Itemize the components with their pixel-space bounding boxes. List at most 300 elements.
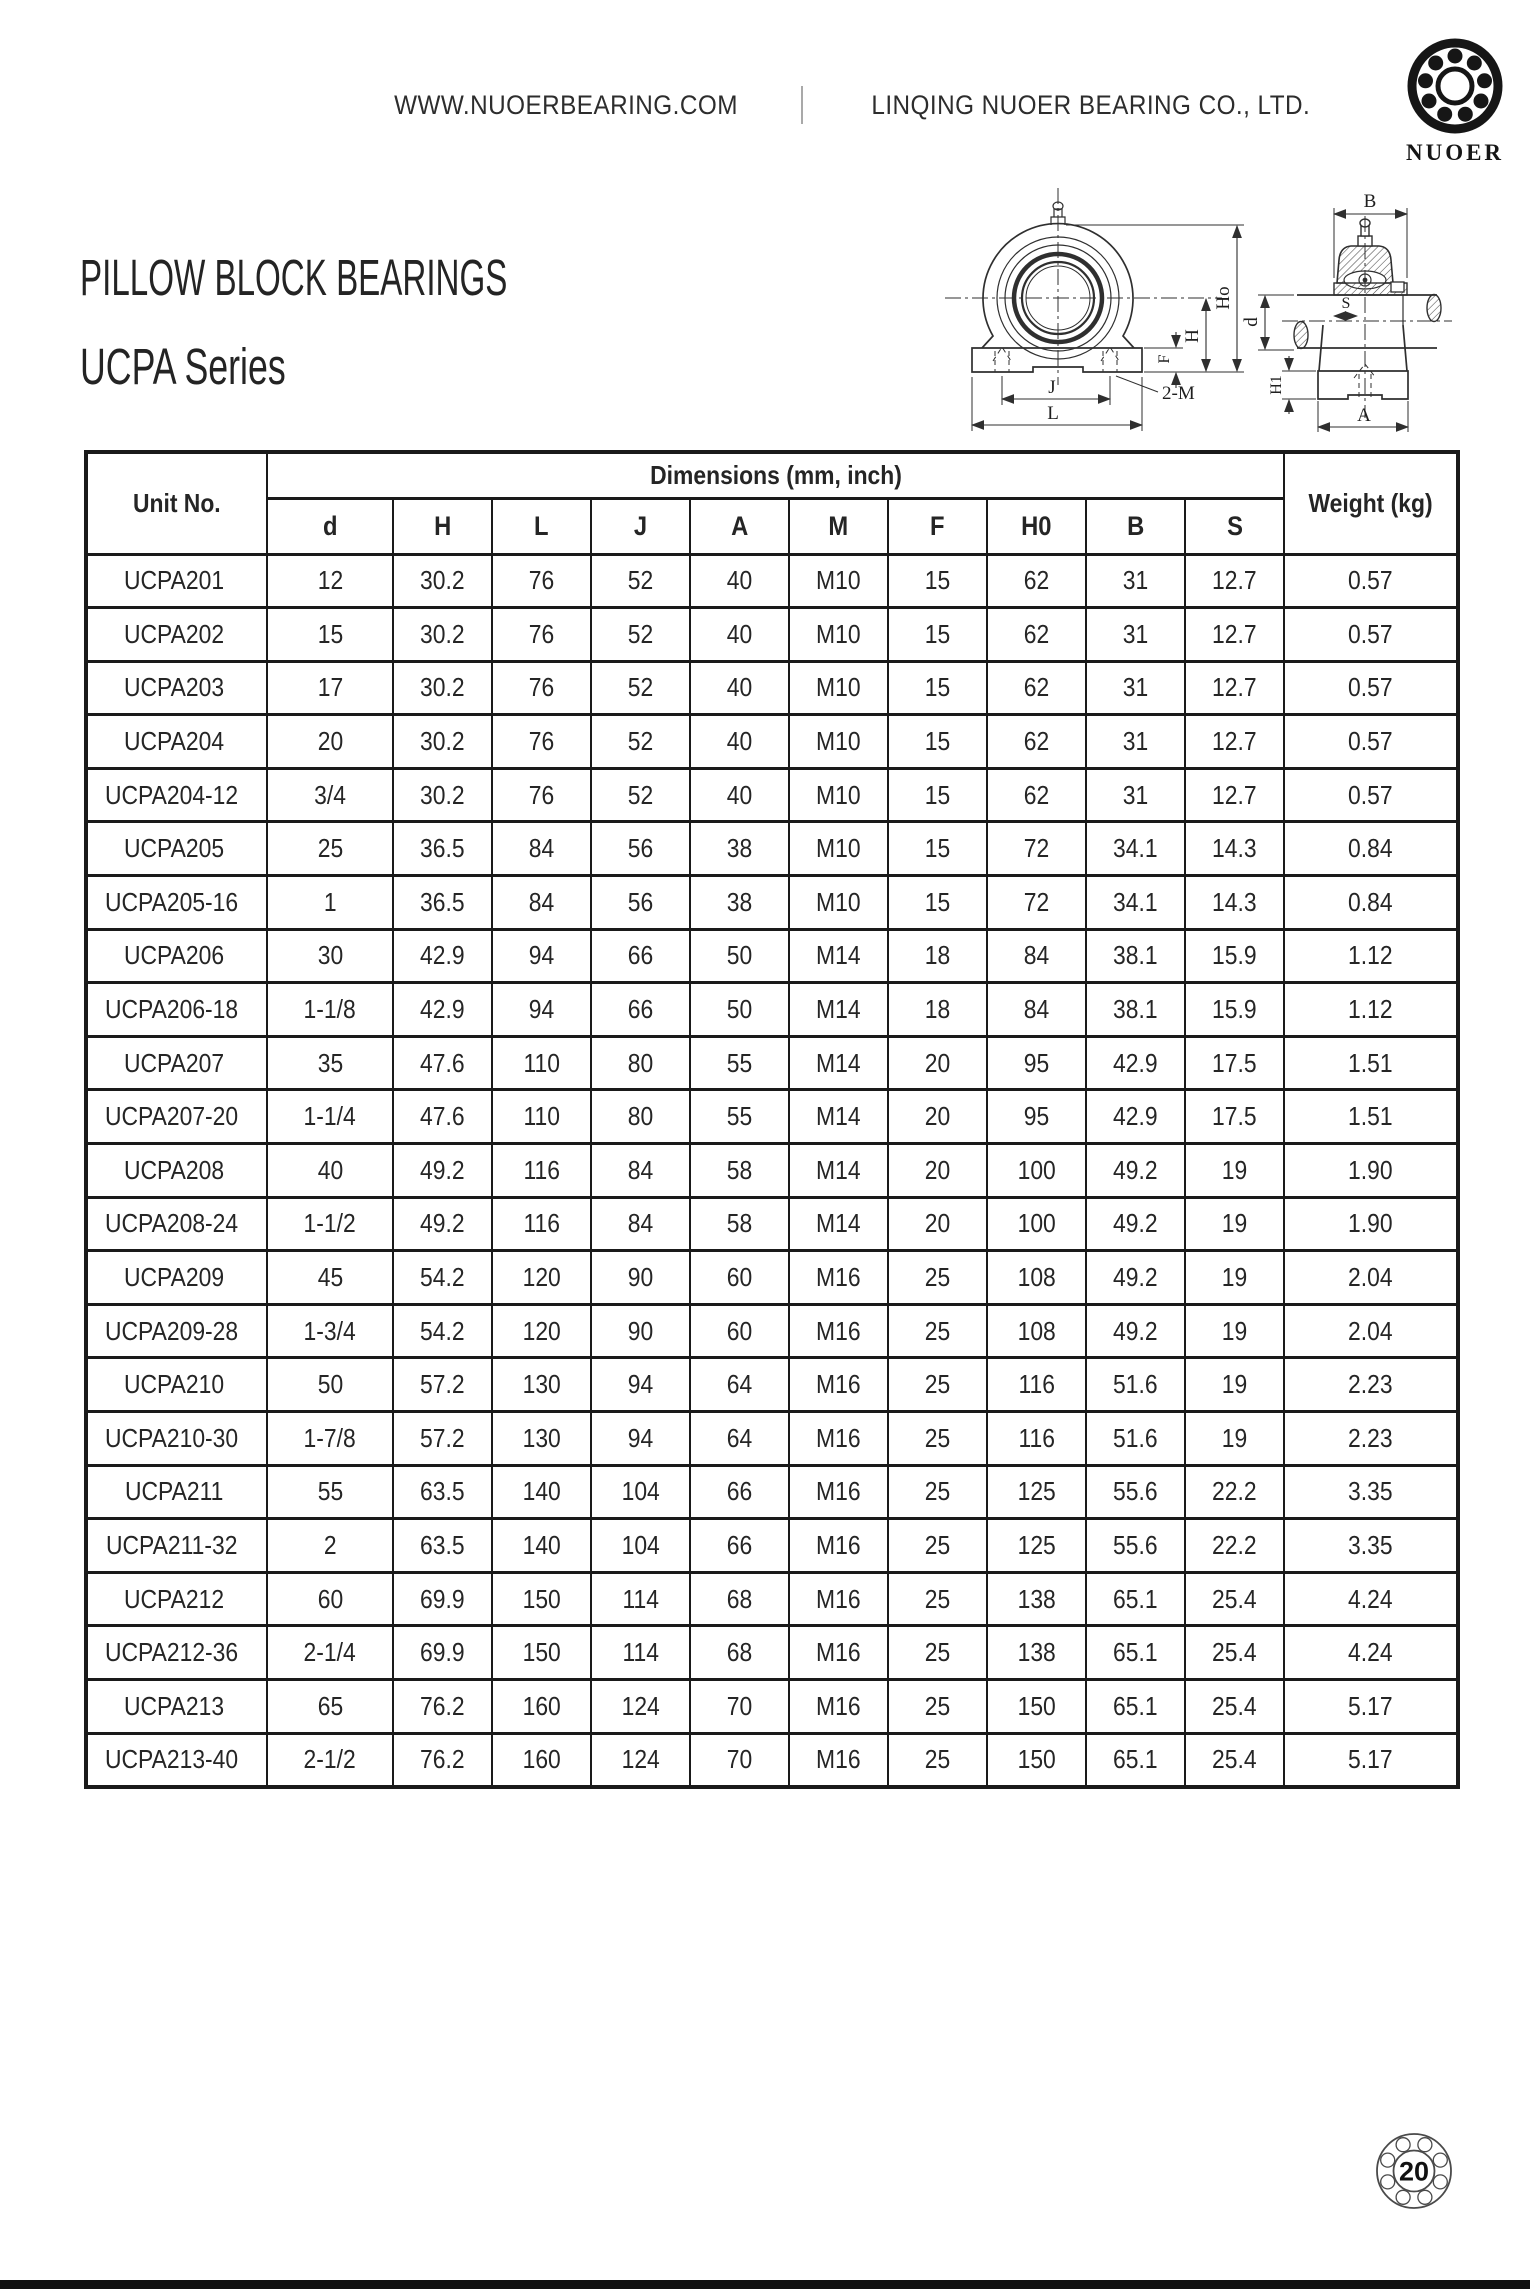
dim-cell <box>987 608 1086 662</box>
dim-cell <box>987 1733 1086 1787</box>
dim-cell <box>888 983 987 1037</box>
unit-cell <box>86 983 267 1037</box>
dim-value: 72 <box>1023 886 1050 917</box>
dim-cell <box>393 768 492 822</box>
dim-value: 47.6 <box>420 1101 465 1132</box>
dim-cell <box>492 715 591 769</box>
dim-cell <box>591 1519 690 1573</box>
dim-cell <box>987 1197 1086 1251</box>
dim-cell <box>690 1197 789 1251</box>
dim-value: 84 <box>528 886 555 917</box>
dim-value: 140 <box>522 1476 561 1507</box>
dim-label-ho: Ho <box>1213 286 1234 310</box>
dim-cell <box>267 876 393 930</box>
dim-value: M16 <box>816 1583 861 1614</box>
dim-cell <box>987 929 1086 983</box>
dim-cell <box>690 1251 789 1305</box>
dim-value: 65.1 <box>1113 1744 1158 1775</box>
dim-value: 116 <box>1018 1422 1055 1453</box>
unit-cell <box>86 1251 267 1305</box>
dim-cell <box>591 554 690 608</box>
dim-value: 94 <box>528 994 555 1025</box>
dim-value: 20 <box>924 1101 951 1132</box>
dim-cell <box>1185 822 1284 876</box>
dim-value: 51.6 <box>1113 1422 1158 1453</box>
dim-cell <box>267 1251 393 1305</box>
dim-cell <box>1086 1679 1185 1733</box>
unit-cell <box>86 1358 267 1412</box>
dim-value: 58 <box>726 1208 753 1239</box>
weight-value: 2.23 <box>1348 1369 1393 1400</box>
dim-value: 76 <box>528 565 555 596</box>
table-row <box>86 554 1458 608</box>
dim-value: 12.7 <box>1212 779 1257 810</box>
dim-cell <box>1185 1465 1284 1519</box>
unit-cell <box>86 661 267 715</box>
dim-value: M14 <box>816 1154 861 1185</box>
dim-cell <box>690 1144 789 1198</box>
dim-col-header: L <box>492 498 591 554</box>
dim-value: 30.2 <box>420 726 465 757</box>
dim-cell <box>789 929 888 983</box>
dim-value: 65.1 <box>1113 1583 1158 1614</box>
dim-col-header: M <box>789 498 888 554</box>
dim-value: 52 <box>627 779 654 810</box>
dim-cell <box>492 608 591 662</box>
dim-cell <box>888 1465 987 1519</box>
dim-cell <box>591 929 690 983</box>
dim-cell <box>888 1519 987 1573</box>
table-head <box>86 452 1458 554</box>
dim-value: 25.4 <box>1212 1583 1257 1614</box>
dim-cell <box>888 929 987 983</box>
dim-cell <box>789 1465 888 1519</box>
dim-cell <box>888 1090 987 1144</box>
dim-cell <box>888 715 987 769</box>
dim-cell <box>591 1358 690 1412</box>
dim-value: 34.1 <box>1113 833 1158 864</box>
dim-value: 25 <box>924 1422 951 1453</box>
unit-cell <box>86 1036 267 1090</box>
dim-cell <box>789 1519 888 1573</box>
unit-no: UCPA212-36 <box>104 1637 238 1668</box>
dim-cell <box>591 715 690 769</box>
dim-value: M10 <box>816 833 861 864</box>
dim-value: 15 <box>924 779 951 810</box>
dim-value: 12.7 <box>1212 672 1257 703</box>
dim-value: 50 <box>726 994 753 1025</box>
dim-cell <box>987 1036 1086 1090</box>
dim-cell <box>690 983 789 1037</box>
unit-cell <box>86 1572 267 1626</box>
dim-cell <box>591 768 690 822</box>
dim-cell <box>267 1519 393 1573</box>
dim-cell <box>1185 1358 1284 1412</box>
table-row <box>86 1251 1458 1305</box>
table-row <box>86 929 1458 983</box>
dim-cell <box>1086 661 1185 715</box>
dim-cell <box>267 1197 393 1251</box>
dim-cell <box>591 1251 690 1305</box>
dim-cell <box>987 1572 1086 1626</box>
dim-cell <box>492 929 591 983</box>
dim-cell <box>393 876 492 930</box>
dim-cell <box>987 1519 1086 1573</box>
dim-cell <box>987 876 1086 930</box>
dim-value: 42.9 <box>420 994 465 1025</box>
dim-cell <box>789 1679 888 1733</box>
weight-value: 1.12 <box>1348 994 1393 1025</box>
dim-cell <box>888 1144 987 1198</box>
dim-cell <box>1086 1519 1185 1573</box>
dim-cell <box>789 1036 888 1090</box>
dim-cell <box>690 876 789 930</box>
dim-value: 19 <box>1221 1422 1248 1453</box>
dim-cell <box>393 822 492 876</box>
dim-value: 15 <box>924 833 951 864</box>
dim-value: 55.6 <box>1113 1476 1158 1507</box>
dim-value: 31 <box>1122 726 1149 757</box>
dim-value: 58 <box>726 1154 753 1185</box>
dim-cell <box>492 822 591 876</box>
dim-cell <box>690 1733 789 1787</box>
dim-value: 56 <box>627 833 654 864</box>
dim-value: M16 <box>816 1529 861 1560</box>
weight-cell <box>1284 1412 1458 1466</box>
dim-value: 40 <box>726 779 753 810</box>
unit-no: UCPA211-32 <box>105 1529 238 1560</box>
weight-value: 0.57 <box>1348 565 1393 596</box>
dim-value: 45 <box>317 1262 343 1293</box>
dim-cell <box>492 1733 591 1787</box>
dim-cell <box>267 554 393 608</box>
dim-cell <box>789 1572 888 1626</box>
dim-cell <box>267 1090 393 1144</box>
dim-value: 49.2 <box>1113 1315 1158 1346</box>
dim-value: 25 <box>924 1476 951 1507</box>
dim-label-a: A <box>1357 405 1371 426</box>
dim-value: 19 <box>1221 1262 1248 1293</box>
dim-value: 76 <box>528 618 555 649</box>
dim-col-header: F <box>888 498 987 554</box>
dim-value: 12.7 <box>1212 618 1257 649</box>
dim-value: 60 <box>726 1315 753 1346</box>
dim-cell <box>1185 1197 1284 1251</box>
weight-cell <box>1284 1358 1458 1412</box>
weight-value: 1.51 <box>1348 1101 1393 1132</box>
table-row <box>86 1519 1458 1573</box>
dim-cell <box>393 1572 492 1626</box>
dim-cell <box>1185 1626 1284 1680</box>
dim-cell <box>1185 661 1284 715</box>
table-row <box>86 1465 1458 1519</box>
dim-value: 55.6 <box>1113 1529 1158 1560</box>
company-logo <box>1393 34 1517 166</box>
dim-label-b: B <box>1363 191 1377 212</box>
dim-value: 38.1 <box>1113 994 1158 1025</box>
dim-cell <box>267 1358 393 1412</box>
unit-cell <box>86 1412 267 1466</box>
dim-value: 138 <box>1017 1637 1056 1668</box>
dim-cell <box>987 1251 1086 1305</box>
unit-no: UCPA212 <box>123 1583 224 1614</box>
dim-cell <box>888 1679 987 1733</box>
header-bar <box>240 86 1470 124</box>
dim-cell <box>267 822 393 876</box>
weight-cell <box>1284 715 1458 769</box>
dim-cell <box>1086 1197 1185 1251</box>
dim-value: 18 <box>924 994 951 1025</box>
dim-value: 130 <box>522 1422 561 1453</box>
weight-cell <box>1284 608 1458 662</box>
dim-value: 30 <box>317 940 343 971</box>
dim-cell <box>1086 822 1185 876</box>
dim-cell <box>987 1304 1086 1358</box>
dim-value: 25 <box>924 1690 951 1721</box>
dim-cell <box>888 1412 987 1466</box>
dim-cell <box>267 1144 393 1198</box>
dim-cell <box>393 1090 492 1144</box>
dim-cell <box>987 1679 1086 1733</box>
dim-col-header: S <box>1185 498 1284 554</box>
bearing-logo-icon <box>1405 34 1505 138</box>
dim-cell <box>591 876 690 930</box>
unit-cell <box>86 929 267 983</box>
dim-cell <box>888 608 987 662</box>
dim-cell <box>267 715 393 769</box>
dim-value: 76 <box>528 672 555 703</box>
table-row <box>86 768 1458 822</box>
dim-value: M10 <box>816 565 861 596</box>
dim-cell <box>492 554 591 608</box>
dim-cell <box>987 983 1086 1037</box>
dim-cell <box>987 1465 1086 1519</box>
dim-cell <box>267 1412 393 1466</box>
dim-value: 84 <box>1023 994 1050 1025</box>
dim-value: 100 <box>1017 1208 1056 1239</box>
table-row <box>86 608 1458 662</box>
dim-cell <box>393 1465 492 1519</box>
dim-value: 12.7 <box>1212 726 1257 757</box>
dim-cell <box>1086 1304 1185 1358</box>
table-row <box>86 1090 1458 1144</box>
side-view-drawing <box>1241 191 1452 432</box>
unit-no: UCPA206-18 <box>104 994 238 1025</box>
dim-value: 55 <box>726 1101 753 1132</box>
company-name: LINQING NUOER BEARING CO., LTD. <box>871 89 1311 120</box>
dim-value: 54.2 <box>420 1315 465 1346</box>
table-row <box>86 715 1458 769</box>
technical-drawings <box>930 178 1500 448</box>
dim-value: 20 <box>317 726 343 757</box>
dim-cell <box>492 1572 591 1626</box>
dim-cell <box>492 1465 591 1519</box>
dim-value: M14 <box>816 1208 861 1239</box>
dim-cell <box>1086 1358 1185 1412</box>
unit-no: UCPA213 <box>123 1690 224 1721</box>
dim-cell <box>1185 1304 1284 1358</box>
dim-cell <box>888 1626 987 1680</box>
dim-value: 15 <box>924 886 951 917</box>
dim-value: 150 <box>522 1637 561 1668</box>
dim-value: 50 <box>317 1369 343 1400</box>
dim-cell <box>1086 1036 1185 1090</box>
weight-cell <box>1284 1197 1458 1251</box>
logo-wordmark: NUOER <box>1405 140 1505 165</box>
unit-no: UCPA208 <box>123 1154 224 1185</box>
dim-value: 72 <box>1023 833 1050 864</box>
weight-cell <box>1284 554 1458 608</box>
dim-cell <box>690 768 789 822</box>
dim-cell <box>492 1036 591 1090</box>
dim-cell <box>1086 1251 1185 1305</box>
dim-value: 1-1/2 <box>303 1208 357 1239</box>
dim-cell <box>1185 876 1284 930</box>
dim-col-header: d <box>267 498 393 554</box>
weight-value: 1.90 <box>1348 1154 1393 1185</box>
dim-cell <box>393 715 492 769</box>
dim-value: 49.2 <box>1113 1262 1158 1293</box>
dim-cell <box>789 1144 888 1198</box>
dim-value: 52 <box>627 726 654 757</box>
dim-cell <box>1185 929 1284 983</box>
dim-value: 3/4 <box>314 779 346 810</box>
weight-value: 4.24 <box>1348 1637 1393 1668</box>
dim-value: 110 <box>523 1047 560 1078</box>
dim-value: 42.9 <box>420 940 465 971</box>
dim-cell <box>789 1197 888 1251</box>
dim-value: 1-3/4 <box>303 1315 357 1346</box>
dim-cell <box>690 822 789 876</box>
dim-cell <box>789 1412 888 1466</box>
dim-cell <box>1086 1144 1185 1198</box>
dim-label-l: L <box>1047 403 1059 424</box>
dim-value: 12.7 <box>1212 565 1257 596</box>
dim-cell <box>393 1251 492 1305</box>
dim-cell <box>690 715 789 769</box>
bottom-bar <box>0 2280 1530 2289</box>
unit-no: UCPA204-12 <box>104 779 238 810</box>
weight-value: 0.57 <box>1348 726 1393 757</box>
dim-cell <box>789 876 888 930</box>
weight-value: 3.35 <box>1348 1529 1393 1560</box>
dim-value: 65 <box>317 1690 343 1721</box>
weight-value: 5.17 <box>1348 1744 1393 1775</box>
dim-value: 40 <box>726 672 753 703</box>
dim-cell <box>1185 768 1284 822</box>
dim-value: 2-1/4 <box>303 1637 357 1668</box>
dim-value: 15 <box>924 672 951 703</box>
table-row <box>86 1036 1458 1090</box>
dim-cell <box>690 1036 789 1090</box>
unit-no: UCPA210 <box>123 1369 224 1400</box>
dim-cell <box>690 1465 789 1519</box>
dim-cell <box>1086 768 1185 822</box>
dim-value: 20 <box>924 1154 951 1185</box>
weight-value: 2.04 <box>1348 1262 1393 1293</box>
dim-cell <box>492 1251 591 1305</box>
dim-cell <box>987 554 1086 608</box>
dim-cell <box>1086 608 1185 662</box>
table-row <box>86 1679 1458 1733</box>
weight-cell <box>1284 1733 1458 1787</box>
weight-cell <box>1284 1304 1458 1358</box>
dim-cell <box>690 608 789 662</box>
dim-value: 52 <box>627 672 654 703</box>
dim-cell <box>789 822 888 876</box>
dim-value: 15.9 <box>1212 940 1257 971</box>
dim-cell <box>1185 1572 1284 1626</box>
weight-cell <box>1284 1572 1458 1626</box>
dim-value: 55 <box>317 1476 343 1507</box>
dim-cell <box>1185 608 1284 662</box>
dim-value: 2 <box>323 1529 337 1560</box>
dim-value: 150 <box>522 1583 561 1614</box>
dim-value: 66 <box>627 994 654 1025</box>
dim-value: 36.5 <box>420 833 465 864</box>
dim-cell <box>1185 1679 1284 1733</box>
dim-value: 68 <box>726 1583 753 1614</box>
dim-cell <box>690 1572 789 1626</box>
dim-cell <box>591 1304 690 1358</box>
dim-cell <box>591 1733 690 1787</box>
dim-value: 130 <box>522 1369 561 1400</box>
header-divider <box>801 86 803 124</box>
dim-value: 62 <box>1023 672 1050 703</box>
front-view-drawing <box>945 188 1244 431</box>
dim-value: 108 <box>1017 1262 1056 1293</box>
dim-value: 80 <box>627 1047 654 1078</box>
dim-value: 35 <box>317 1047 343 1078</box>
table-row <box>86 822 1458 876</box>
dim-cell <box>789 715 888 769</box>
dim-value: 51.6 <box>1113 1369 1158 1400</box>
dim-value: 52 <box>627 618 654 649</box>
dim-value: 17 <box>317 672 343 703</box>
dim-value: M14 <box>816 1047 861 1078</box>
table-body <box>86 554 1458 1787</box>
dim-value: M16 <box>816 1315 861 1346</box>
dim-cell <box>888 1358 987 1412</box>
dim-cell <box>267 983 393 1037</box>
dim-cell <box>267 768 393 822</box>
unit-cell <box>86 1090 267 1144</box>
dim-cell <box>789 768 888 822</box>
dim-cell <box>789 1304 888 1358</box>
unit-cell <box>86 608 267 662</box>
spec-table-container <box>84 450 1460 1789</box>
dim-value: 120 <box>522 1315 561 1346</box>
dim-value: 30.2 <box>420 618 465 649</box>
dim-value: 34.1 <box>1113 886 1158 917</box>
table-row <box>86 661 1458 715</box>
dim-value: 14.3 <box>1212 833 1257 864</box>
dim-cell <box>492 876 591 930</box>
dim-cell <box>393 1733 492 1787</box>
weight-cell <box>1284 822 1458 876</box>
weight-cell <box>1284 1144 1458 1198</box>
dim-value: 57.2 <box>420 1422 465 1453</box>
dim-cell <box>690 1304 789 1358</box>
dim-value: 17.5 <box>1212 1101 1257 1132</box>
dim-cell <box>393 1679 492 1733</box>
dim-cell <box>492 983 591 1037</box>
weight-value: 2.04 <box>1348 1315 1393 1346</box>
dim-value: 60 <box>317 1583 343 1614</box>
dim-cell <box>267 1679 393 1733</box>
dim-value: M10 <box>816 618 861 649</box>
unit-cell <box>86 822 267 876</box>
